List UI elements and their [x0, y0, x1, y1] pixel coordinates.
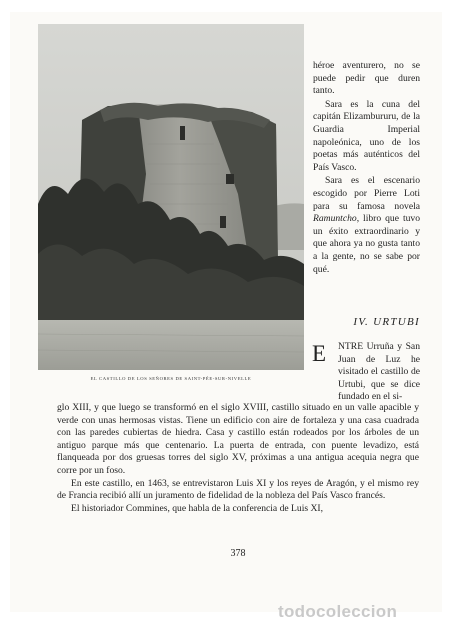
side-paragraph: [313, 175, 420, 276]
drop-cap: E: [312, 341, 327, 366]
section-lead-text: [338, 341, 420, 404]
novel-title: Ramuntcho: [313, 213, 357, 225]
side-paragraph-text: Sara es el escenario escogido por Pierre Loti para su famosa novela: [313, 175, 420, 212]
body-paragraph: El historiador Commines, que habla de la conferencia de Luis XI,: [71, 502, 324, 514]
body-paragraph: glo XIII, y que luego se transformó en el siglo XVIII, castillo situado en un valle apacible y verde con unas hermosas vistas. Tiene un edificio con aire de fortaleza y una casa cuadrada con las paredes cubiertas de hiedra. Casa y castillo están rodeados por los árboles de un antiguo parque más que centenario. La puerta de entrada, con puente levadizo, está flanqueada por dos gruesas torres del siglo XV, próximas a una antigua acequia negra que corre por un foso.: [57, 402, 419, 476]
side-paragraph-text: , libro que tuvo un éxito extraordinario y que ahora ya no gusta tanto a la gente, no se sabe por qué.: [313, 213, 420, 275]
lead-rest: Urruña y San Juan de Luz he visitado el castillo de Urtubi, que se dice fundado en el si-: [338, 341, 420, 403]
section-heading: IV. URTUBI: [353, 316, 420, 328]
lead-smallcaps: NTRE: [338, 341, 364, 352]
watermark-logo: todocoleccion: [278, 602, 398, 621]
photo-caption: EL CASTILLO DE LOS SEÑORES DE SAINT-PÉE-SUR-NIVELLE: [90, 376, 252, 381]
page-number: 378: [230, 548, 246, 559]
castle-photo-image: [38, 24, 304, 370]
side-paragraph: héroe aventurero, no se puede pedir que duren tanto.: [313, 60, 420, 97]
body-text: [57, 402, 419, 515]
castle-photo: [38, 24, 304, 370]
side-paragraph: Sara es la cuna del capitán Elizambururu, de la Guardia Imperial napoleónica, uno de los poetas más auténticos del País Vasco.: [313, 98, 420, 173]
body-paragraph: En este castillo, en 1463, se entrevistaron Luis XI y los reyes de Aragón, y el mismo rey de Francia recibió allí un juramento de fidelidad de la nobleza del País Vasco francés.: [57, 477, 419, 502]
side-column-text: [313, 60, 420, 277]
